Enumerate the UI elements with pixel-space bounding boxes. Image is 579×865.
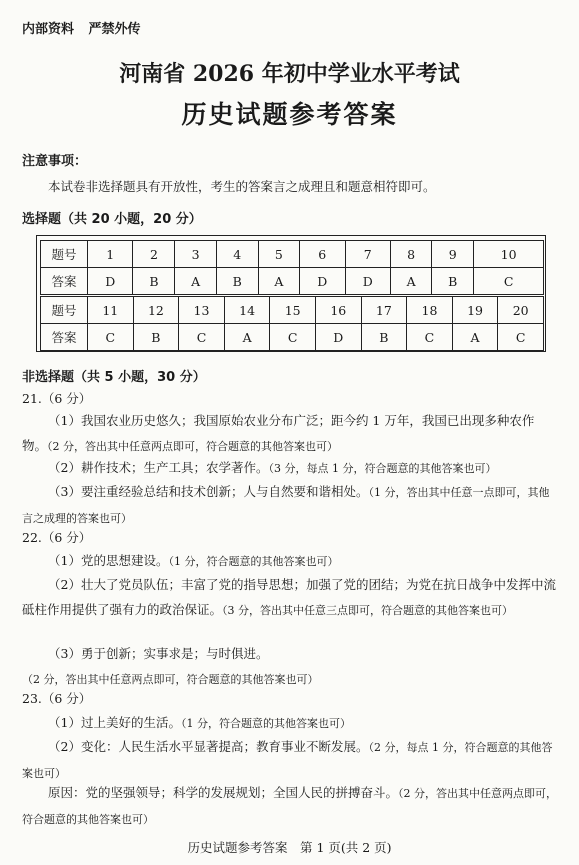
page-footer: 历史试题参考答案 第 1 页(共 2 页): [187, 840, 392, 855]
answer-text: （1）党的思想建设。: [48, 553, 169, 568]
table-cell: A: [175, 268, 216, 295]
scoring-note: （1 分，符合题意的其他答案也可）: [168, 555, 339, 568]
table-cell: B: [432, 268, 474, 295]
scoring-note: （2 分，每点 1 分，符合题意的其他答案也可）: [22, 741, 553, 780]
table-cell: A: [224, 324, 270, 351]
answer-text: （3）要注重经验总结和技术创新；人与自然要和谐相处。: [48, 484, 369, 499]
answer-text: （2）变化：人民生活水平显著提高；教育事业不断发展。: [48, 739, 369, 754]
answer-text: （2）壮大了党员队伍；丰富了党的指导思想；加强了党的团结；为党在抗日战争中发挥中流砥柱作用提供了强有力的政治保证。: [22, 577, 556, 617]
table-row: [41, 241, 544, 268]
table-cell: C: [179, 324, 225, 351]
answer-text: （1）过上美好的生活。: [48, 715, 181, 730]
answer-text: （1）我国农业历史悠久；我国原始农业分布广泛；距今约 1 万年，我国已出现多种农作物。: [22, 413, 535, 453]
table-cell: 19: [452, 297, 498, 324]
answer-text: （3）勇于创新；实事求是；与时俱进。: [48, 646, 269, 661]
table-row: [41, 297, 544, 324]
table-cell: D: [300, 268, 345, 295]
notice-text: 本试卷非选择题具有开放性，考生的答案言之成理且和题意相符即可。: [48, 179, 436, 194]
scoring-note: （1 分，符合题意的其他答案也可）: [180, 717, 351, 730]
table-cell: 17: [361, 297, 407, 324]
q23-answer-2: [22, 734, 558, 786]
table-cell: 16: [315, 297, 361, 324]
header-watermark: [22, 18, 141, 37]
answer-text: 原因：党的坚强领导；科学的发展规划；全国人民的拼搏奋斗。: [48, 785, 399, 800]
choice-section-label: 选择题（共 20 小题，20 分）: [22, 212, 202, 227]
table-cell: 11: [88, 297, 134, 324]
table-cell: 9: [432, 241, 474, 268]
table-cell: A: [390, 268, 431, 295]
table-cell: 4: [216, 241, 258, 268]
header-internal-label: 内部资料: [22, 22, 75, 37]
scoring-note: （3 分，每点 1 分，符合题意的其他答案也可）: [268, 462, 497, 475]
q22-heading: 22.（6 分）: [22, 530, 92, 545]
q21-heading: 21.（6 分）: [22, 391, 92, 406]
table-cell: A: [452, 324, 498, 351]
table-cell: 6: [300, 241, 345, 268]
header-confidential-label: 严禁外传: [88, 22, 141, 37]
q21-answer-3: [22, 479, 558, 531]
q23-heading: 23.（6 分）: [22, 691, 92, 706]
table-cell: A: [258, 268, 299, 295]
q22-answer-2: [22, 572, 558, 623]
table-cell: 8: [390, 241, 431, 268]
notice-label: 注意事项：: [22, 154, 88, 169]
table-cell: 18: [407, 297, 453, 324]
table-cell: C: [474, 268, 544, 295]
table-row: [41, 324, 544, 351]
table-cell: 答案: [41, 324, 88, 351]
q21-answer-2: [22, 455, 558, 481]
nonchoice-section-label: 非选择题（共 5 小题，30 分）: [22, 370, 206, 385]
q23-answer-1: [22, 710, 558, 736]
table-cell: C: [498, 324, 544, 351]
table-cell: 答案: [41, 268, 88, 295]
table-cell: 题号: [41, 241, 88, 268]
q23-answer-3: [22, 780, 558, 832]
scoring-note: （3 分，答出其中任意三点即可，符合题意的其他答案也可）: [222, 604, 514, 617]
table-cell: 15: [270, 297, 316, 324]
exam-title: 河南省 2026 年初中学业水平考试: [119, 61, 460, 87]
table-cell: 10: [474, 241, 544, 268]
answer-key-title: 历史试题参考答案: [181, 100, 398, 129]
q21-answer-1: [22, 408, 558, 459]
table-cell: 7: [345, 241, 390, 268]
scoring-note: （2 分，答出其中任意两点即可，符合题意的其他答案也可）: [47, 440, 339, 453]
table-cell: D: [315, 324, 361, 351]
q22-answer-1: [22, 548, 558, 574]
table-cell: 2: [133, 241, 175, 268]
table-cell: C: [88, 324, 134, 351]
answer-table-2: [40, 296, 544, 351]
table-cell: 12: [133, 297, 179, 324]
scoring-note: （1 分，答出其中任意一点即可，其他言之成理的答案也可）: [22, 486, 550, 525]
q22-answer-3: [22, 641, 558, 692]
table-cell: C: [270, 324, 316, 351]
table-cell: D: [345, 268, 390, 295]
scoring-note: （2 分，答出其中任意两点即可，符合题意的其他答案也可）: [22, 787, 558, 826]
table-cell: B: [216, 268, 258, 295]
table-cell: B: [361, 324, 407, 351]
table-row: [41, 268, 544, 295]
table-cell: 20: [498, 297, 544, 324]
table-cell: 14: [224, 297, 270, 324]
table-cell: C: [407, 324, 453, 351]
answer-table-1: [40, 240, 544, 295]
table-cell: B: [133, 268, 175, 295]
answer-text: （2）耕作技术；生产工具；农学著作。: [48, 460, 269, 475]
table-cell: 5: [258, 241, 299, 268]
table-cell: 3: [175, 241, 216, 268]
table-cell: B: [133, 324, 179, 351]
table-cell: 13: [179, 297, 225, 324]
table-cell: D: [88, 268, 133, 295]
scoring-note: （2 分，答出其中任意两点即可，符合题意的其他答案也可）: [22, 673, 319, 686]
table-cell: 题号: [41, 297, 88, 324]
table-cell: 1: [88, 241, 133, 268]
